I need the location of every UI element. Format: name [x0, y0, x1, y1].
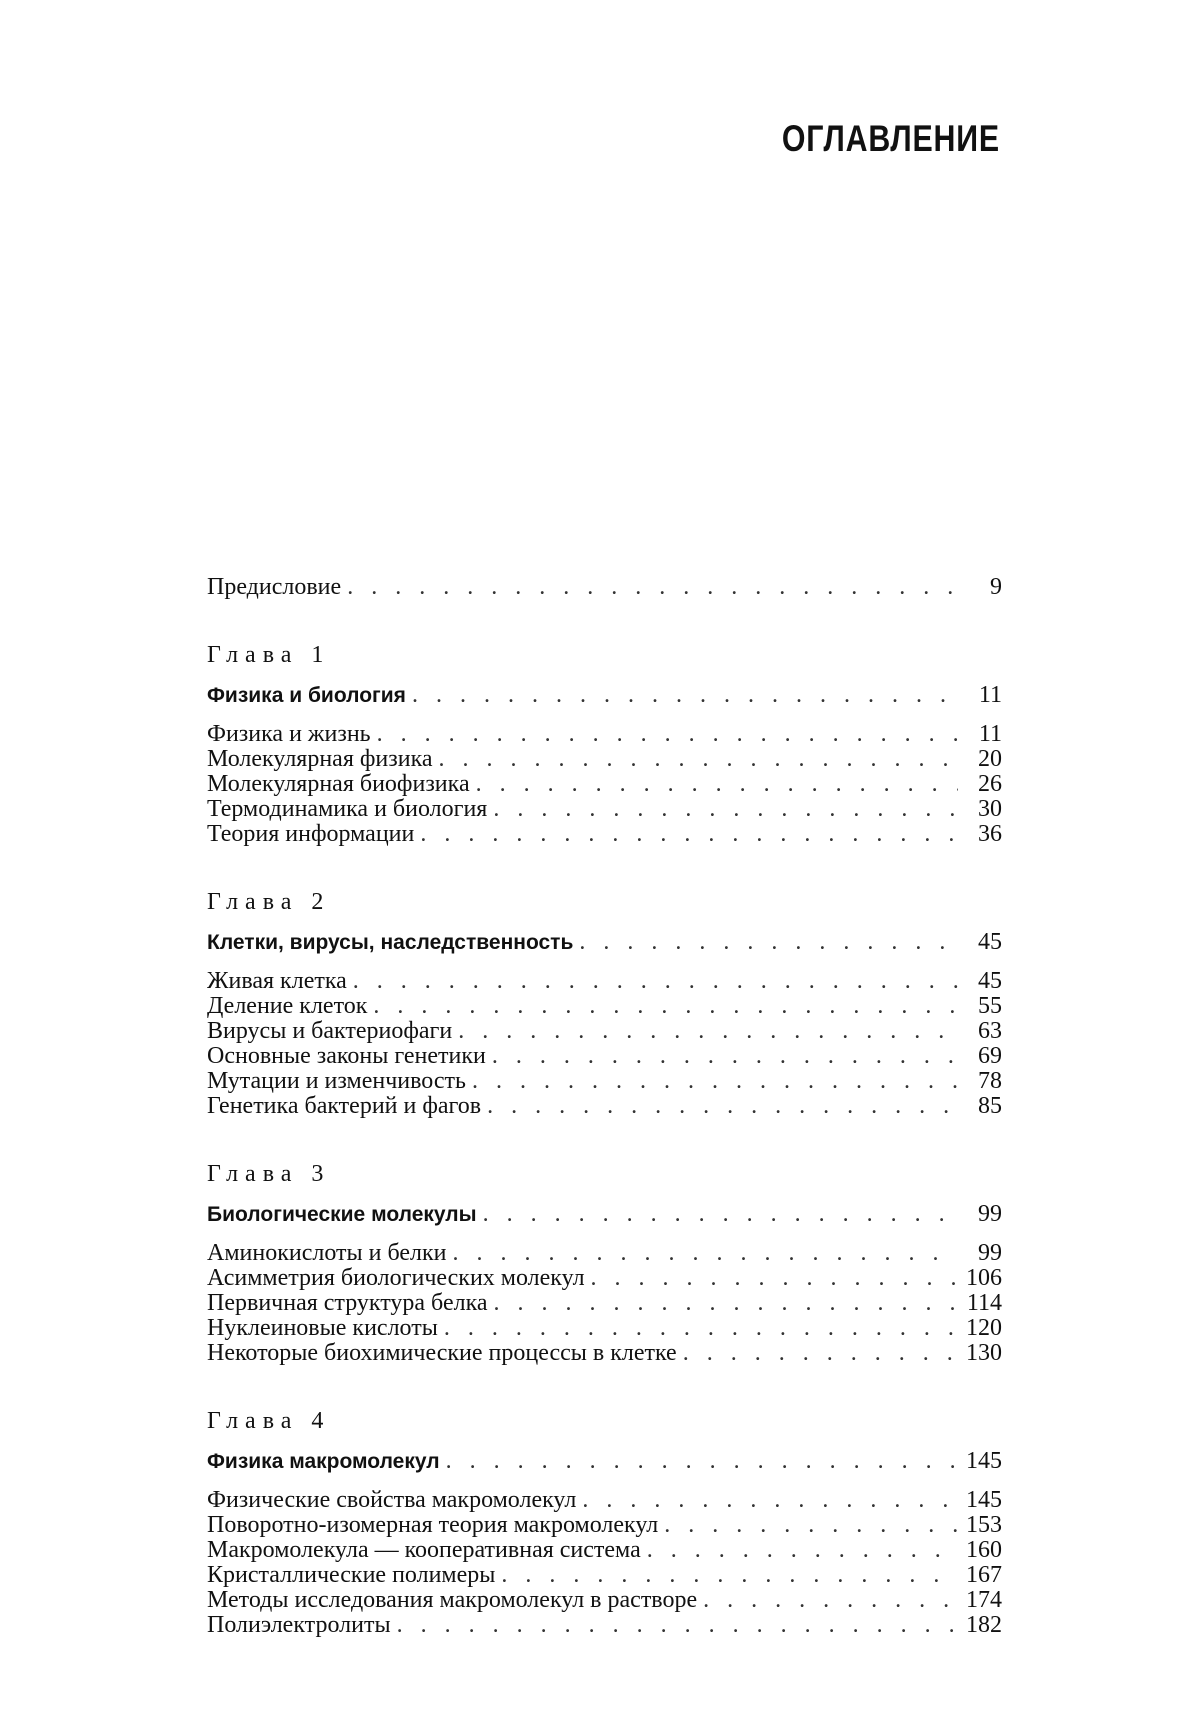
- dot-leader: [501, 1563, 958, 1588]
- toc-entry-page: 11: [978, 721, 1002, 747]
- toc-entry-page: 45: [978, 929, 1002, 955]
- toc-entry-page: 160: [966, 1537, 1002, 1563]
- chapter-label: Глава 2: [207, 889, 331, 915]
- table-of-contents: [207, 575, 1002, 1638]
- dot-leader: [483, 1202, 958, 1227]
- toc-entry: [207, 1488, 1002, 1513]
- chapter-label: Глава 1: [207, 642, 331, 668]
- dot-leader: [446, 1449, 958, 1474]
- toc-entry-label: Нуклеиновые кислоты: [207, 1315, 438, 1341]
- toc-entry-page: 182: [966, 1612, 1002, 1638]
- dot-leader: [582, 1488, 958, 1513]
- toc-entry: [207, 1291, 1002, 1316]
- chapter-label: Глава 3: [207, 1161, 331, 1187]
- toc-entry: [207, 1563, 1002, 1588]
- toc-entry-page: 78: [978, 1068, 1002, 1094]
- toc-entry-page: 99: [978, 1201, 1002, 1227]
- toc-entry: [207, 1316, 1002, 1341]
- chapter-title: Биологические молекулы: [207, 1203, 477, 1226]
- chapter-title-row: [207, 930, 1002, 955]
- toc-entry-label: Деление клеток: [207, 993, 368, 1019]
- toc-entry-page: 63: [978, 1018, 1002, 1044]
- toc-entry: [207, 1094, 1002, 1119]
- chapter-title-row: [207, 1449, 1002, 1474]
- toc-entry: [207, 1538, 1002, 1563]
- chapter-title-row: [207, 683, 1002, 708]
- toc-entry-page: 106: [966, 1265, 1002, 1291]
- toc-entry-label: Физические свойства макромолекул: [207, 1487, 577, 1513]
- toc-entry-page: 114: [966, 1290, 1002, 1316]
- toc-entry: [207, 1513, 1002, 1538]
- dot-leader: [420, 822, 958, 847]
- toc-entry-page: 69: [978, 1043, 1002, 1069]
- dot-leader: [412, 683, 958, 708]
- toc-entry-page: 174: [966, 1587, 1002, 1613]
- toc-entry-label: Молекулярная биофизика: [207, 771, 470, 797]
- toc-entry: [207, 722, 1002, 747]
- page-title: ОГЛАВЛЕНИЕ: [781, 118, 1000, 159]
- toc-entry-label: Некоторые биохимические процессы в клетке: [207, 1340, 677, 1366]
- dot-leader: [494, 1291, 958, 1316]
- toc-entry-page: 11: [978, 682, 1002, 708]
- toc-entry-page: 153: [966, 1512, 1002, 1538]
- toc-entry-label: Полиэлектролиты: [207, 1612, 391, 1638]
- toc-entry-page: 36: [978, 821, 1002, 847]
- toc-entry: [207, 1019, 1002, 1044]
- toc-entry-label: Асимметрия биологических молекул: [207, 1265, 585, 1291]
- toc-entry-label: Предисловие: [207, 574, 342, 600]
- chapter-title: Клетки, вирусы, наследственность: [207, 931, 574, 954]
- toc-entry: [207, 969, 1002, 994]
- toc-entry: [207, 1588, 1002, 1613]
- toc-entry-page: 120: [966, 1315, 1002, 1341]
- toc-entry-label: Поворотно-изомерная теория макромолекул: [207, 1512, 659, 1538]
- toc-entry-label: Физика и жизнь: [207, 721, 371, 747]
- toc-entry-page: 26: [978, 771, 1002, 797]
- chapter-title: Физика и биология: [207, 684, 406, 707]
- toc-entry: [207, 1044, 1002, 1069]
- toc-entry: [207, 1069, 1002, 1094]
- toc-entry-label: Термодинамика и биология: [207, 796, 488, 822]
- toc-entry-label: Мутации и изменчивость: [207, 1068, 466, 1094]
- toc-entry-page: 20: [978, 746, 1002, 772]
- toc-entry: [207, 797, 1002, 822]
- toc-entry-page: 45: [978, 968, 1002, 994]
- toc-entry-page: 30: [978, 796, 1002, 822]
- toc-entry-label: Молекулярная физика: [207, 746, 433, 772]
- dot-leader: [591, 1266, 958, 1291]
- toc-entry-page: 145: [966, 1487, 1002, 1513]
- dot-leader: [493, 797, 958, 822]
- dot-leader: [458, 1019, 958, 1044]
- toc-entry-label: Теория информации: [207, 821, 415, 847]
- toc-entry-label: Вирусы и бактериофаги: [207, 1018, 453, 1044]
- dot-leader: [492, 1044, 958, 1069]
- chapter-title: Физика макромолекул: [207, 1450, 440, 1473]
- dot-leader: [439, 747, 958, 772]
- toc-entry: [207, 822, 1002, 847]
- toc-entry: [207, 747, 1002, 772]
- dot-leader: [453, 1241, 958, 1266]
- toc-entry: [207, 1613, 1002, 1638]
- dot-leader: [579, 930, 958, 955]
- toc-entry-page: 99: [978, 1240, 1002, 1266]
- dot-leader: [472, 1069, 958, 1094]
- dot-leader: [377, 722, 958, 747]
- toc-entry-page: 167: [966, 1562, 1002, 1588]
- toc-entry-label: Живая клетка: [207, 968, 347, 994]
- toc-entry-label: Методы исследования макромолекул в растворе: [207, 1587, 698, 1613]
- chapter-title-row: [207, 1202, 1002, 1227]
- dot-leader: [373, 994, 958, 1019]
- dot-leader: [353, 969, 958, 994]
- dot-leader: [397, 1613, 958, 1638]
- toc-entry-page: 145: [966, 1448, 1002, 1474]
- toc-entry-label: Кристаллические полимеры: [207, 1562, 496, 1588]
- dot-leader: [444, 1316, 958, 1341]
- toc-entry-preface: [207, 575, 1002, 600]
- toc-entry: [207, 1266, 1002, 1291]
- toc-entry: [207, 772, 1002, 797]
- dot-leader: [487, 1094, 958, 1119]
- toc-entry: [207, 994, 1002, 1019]
- dot-leader: [683, 1341, 958, 1366]
- toc-entry-label: Основные законы генетики: [207, 1043, 486, 1069]
- dot-leader: [347, 575, 958, 600]
- toc-entry-label: Первичная структура белка: [207, 1290, 488, 1316]
- toc-entry-page: 85: [978, 1093, 1002, 1119]
- toc-entry-page: 130: [966, 1340, 1002, 1366]
- dot-leader: [703, 1588, 958, 1613]
- toc-entry-page: 55: [978, 993, 1002, 1019]
- dot-leader: [647, 1538, 958, 1563]
- toc-entry: [207, 1341, 1002, 1366]
- toc-entry-label: Макромолекула — кооперативная система: [207, 1537, 641, 1563]
- chapter-label: Глава 4: [207, 1408, 331, 1434]
- dot-leader: [664, 1513, 958, 1538]
- toc-entry-label: Аминокислоты и белки: [207, 1240, 447, 1266]
- toc-entry: [207, 1241, 1002, 1266]
- dot-leader: [476, 772, 958, 797]
- toc-entry-label: Генетика бактерий и фагов: [207, 1093, 482, 1119]
- toc-entry-page: 9: [990, 574, 1002, 600]
